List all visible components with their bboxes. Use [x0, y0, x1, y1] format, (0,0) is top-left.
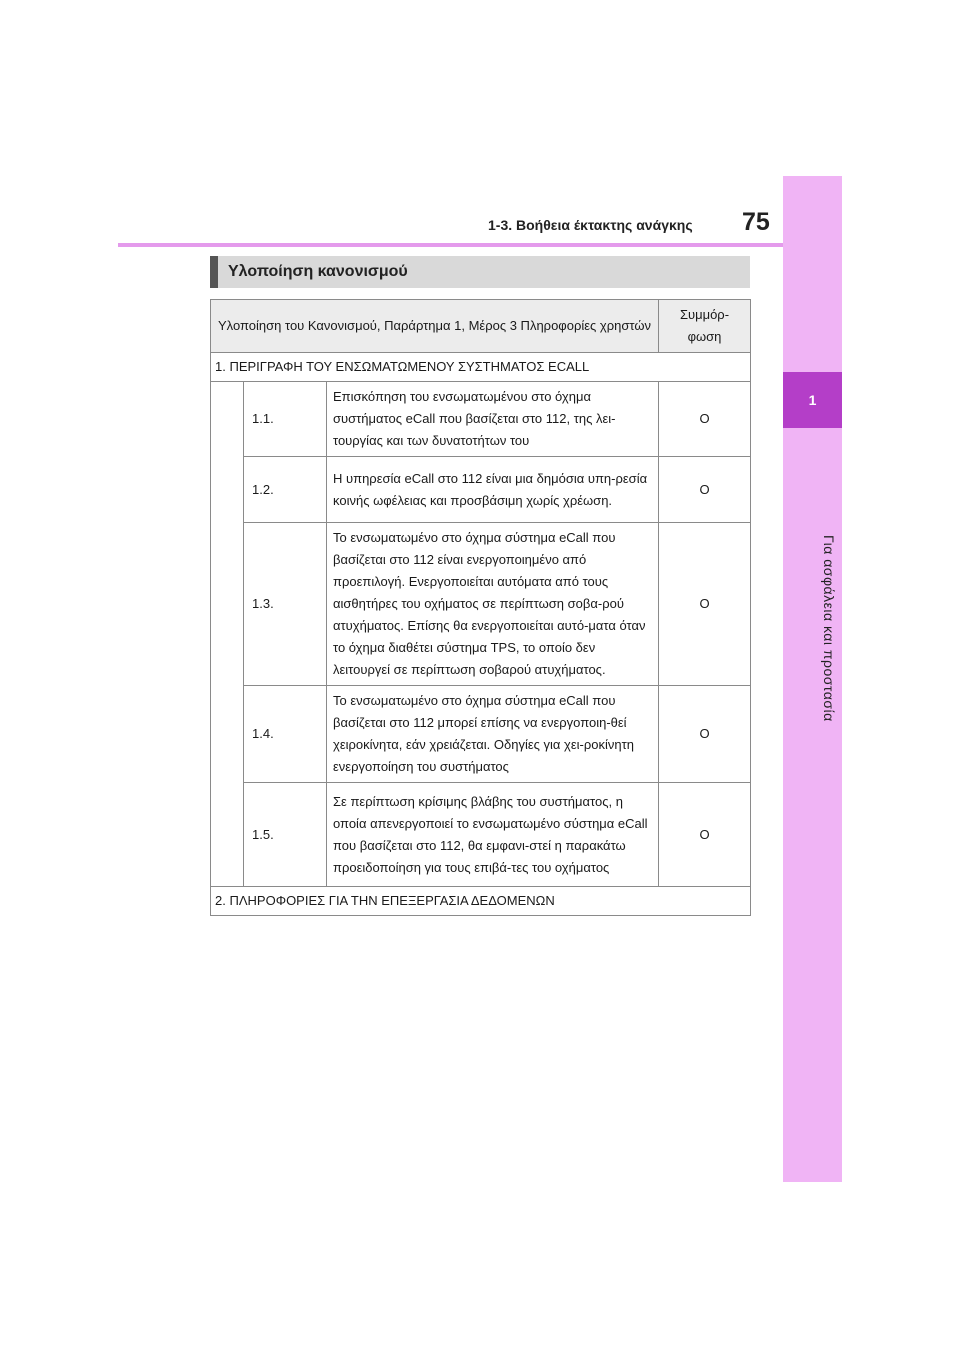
row-compliance: O [659, 457, 751, 523]
subheading [210, 256, 750, 288]
table-row [211, 686, 751, 783]
row-compliance: O [659, 783, 751, 887]
row-description: Το ενσωματωμένο στο όχημα σύστημα eCall που βασίζεται στο 112 μπορεί επίσης να ενεργοποιη-θεί χειροκίνητα, εάν χρειάζεται. Οδηγίες για χει-ροκίνητη ενεργοποίηση του συστήματος [327, 686, 659, 783]
row-description: Η υπηρεσία eCall στο 112 είναι μια δημόσια υπη-ρεσία κοινής ωφέλειας και προσβάσιμη χωρίς χρέωση. [327, 457, 659, 523]
table-row [211, 457, 751, 523]
table-row [211, 783, 751, 887]
regulation-table [210, 299, 751, 916]
row-description: Το ενσωματωμένο στο όχημα σύστημα eCall που βασίζεται στο 112 είναι ενεργοποιημένο από προεπιλογή. Ενεργοποιείται αυτόματα από τους αισθητήρες του οχήματος σε περίπτωση σοβα-ρού ατυχήματος. Επίσης θα ενεργοποιείται αυτό-ματα όταν το όχημα διαθέτει σύστημα TPS, το οποίο δεν λειτουργεί σε περίπτωση σοβαρού ατυχήματος. [327, 523, 659, 686]
subheading-text: Υλοποίηση κανονισμού [228, 263, 408, 280]
row-number: 1.4. [244, 686, 327, 783]
column-header-compliance: Συμμόρ-φωση [659, 300, 751, 353]
section-heading: 2. ΠΛΗΡΟΦΟΡΙΕΣ ΓΙΑ ΤΗΝ ΕΠΕΞΕΡΓΑΣΙΑ ΔΕΔΟΜΕΝΩΝ [211, 887, 751, 916]
table-row [211, 382, 751, 457]
row-compliance: O [659, 523, 751, 686]
table-header-row [211, 300, 751, 353]
row-number: 1.5. [244, 783, 327, 887]
header-rule [118, 243, 783, 247]
row-compliance: O [659, 686, 751, 783]
row-description: Σε περίπτωση κρίσιμης βλάβης του συστήματος, η οποία απενεργοποιεί το ενσωματωμένο σύστημα eCall που βασίζεται στο 112, θα εμφανι-στεί η παρακάτω προειδοποίηση για τους επιβά-τες του οχήματος [327, 783, 659, 887]
table-row [211, 523, 751, 686]
row-number: 1.2. [244, 457, 327, 523]
section-heading: 1. ΠΕΡΙΓΡΑΦΗ ΤΟΥ ΕΝΣΩΜΑΤΩΜΕΝΟΥ ΣΥΣΤΗΜΑΤΟΣ ECALL [211, 353, 751, 382]
chapter-label: Για ασφάλεια και προστασία [821, 534, 837, 722]
section-row [211, 887, 751, 916]
row-compliance: O [659, 382, 751, 457]
page-number: 75 [742, 208, 770, 236]
chapter-number: 1 [783, 372, 842, 428]
row-number: 1.3. [244, 523, 327, 686]
section-title: 1-3. Βοήθεια έκτακτης ανάγκης [488, 217, 693, 233]
row-number: 1.1. [244, 382, 327, 457]
row-description: Επισκόπηση του ενσωματωμένου στο όχημα συστήματος eCall που βασίζεται στο 112, της λει-τουργίας και των δυνατοτήτων του [327, 382, 659, 457]
column-header-implementation: Υλοποίηση του Κανονισμού, Παράρτημα 1, Μέρος 3 Πληροφορίες χρηστών [211, 300, 659, 353]
section-row [211, 353, 751, 382]
chapter-side-tab [783, 176, 842, 1182]
